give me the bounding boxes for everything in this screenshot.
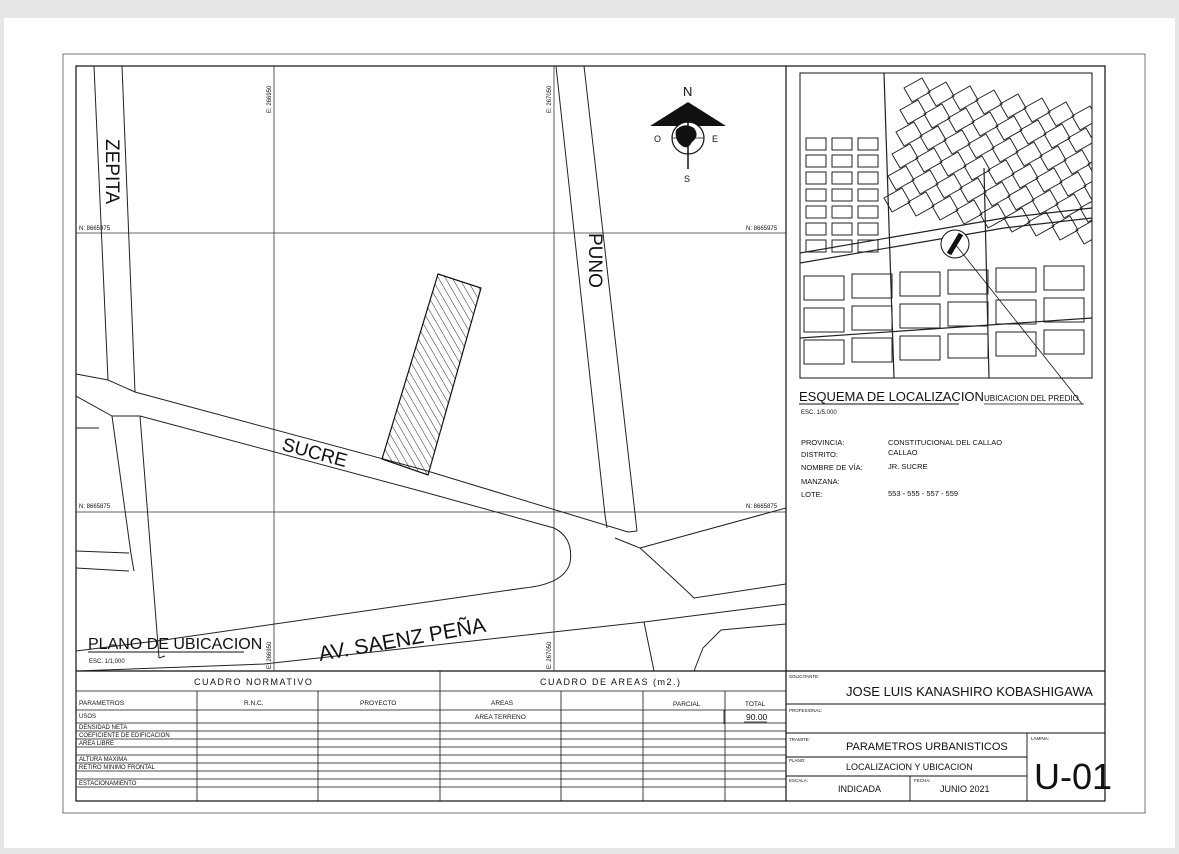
cuadro-normativo-title: CUADRO NORMATIVO bbox=[194, 677, 314, 687]
plano-label: PLANO: bbox=[789, 758, 806, 763]
col-header-parcial: PARCIAL bbox=[673, 701, 701, 708]
grid-label-e-bottom-1: E: 266950 bbox=[267, 641, 273, 669]
grid-label-n-top-right: N: 8665975 bbox=[746, 226, 778, 232]
col-header-parametros: PARAMETROS bbox=[79, 700, 125, 707]
cuadro-areas-title: CUADRO DE AREAS (m2.) bbox=[540, 677, 682, 687]
grid-label-e-top-1: E: 266950 bbox=[267, 85, 273, 113]
tramite-value: PARAMETROS URBANISTICOS bbox=[846, 741, 1008, 753]
col-header-proyecto: PROYECTO bbox=[360, 700, 397, 707]
site-map bbox=[76, 66, 786, 671]
grid-label-n-bottom-left: N: 8665875 bbox=[79, 504, 111, 510]
locator-map bbox=[800, 73, 1122, 378]
row-area-libre: AREA LIBRE bbox=[79, 741, 115, 747]
parametros-rows bbox=[79, 714, 170, 787]
locator-scale: ESC. 1/5,000 bbox=[801, 410, 837, 416]
locator-title: ESQUEMA DE LOCALIZACION bbox=[799, 389, 984, 404]
lamina-number: U-01 bbox=[1034, 756, 1113, 797]
map-title: PLANO DE UBICACION bbox=[88, 636, 263, 653]
field-value-provincia: CONSTITUCIONAL DEL CALLAO bbox=[888, 438, 1003, 447]
field-label-via: NOMBRE DE VÍA: bbox=[801, 463, 863, 472]
field-value-lote: 553 - 555 - 557 - 559 bbox=[888, 489, 959, 498]
row-coeficiente: COEFICIENTE DE EDIFICACION bbox=[79, 733, 170, 739]
fecha-value: JUNIO 2021 bbox=[940, 784, 990, 794]
drawing-sheet bbox=[4, 18, 1175, 848]
property-info bbox=[801, 438, 1002, 499]
row-area-terreno: AREA TERRENO bbox=[475, 714, 526, 721]
compass-icon bbox=[650, 84, 726, 184]
field-label-distrito: DISTRITO: bbox=[801, 450, 838, 459]
site-location-label: UBICACION DEL PREDIO bbox=[984, 394, 1079, 403]
total-area-value: 90.00 bbox=[746, 712, 768, 722]
outer-frame bbox=[63, 54, 1145, 813]
map-scale: ESC. 1/1,000 bbox=[89, 659, 125, 665]
solicitante-label: SOLICITANTE: bbox=[789, 674, 820, 679]
escala-value: INDICADA bbox=[838, 784, 882, 794]
compass-west: O bbox=[654, 134, 662, 144]
grid-label-e-top-2: E: 267050 bbox=[547, 85, 553, 113]
col-header-areas: AREAS bbox=[491, 700, 514, 707]
plan-drawing bbox=[4, 18, 1175, 848]
street-saenz-pena: AV. SAENZ PEÑA bbox=[316, 613, 488, 666]
profesional-label: PROFESIONAL: bbox=[789, 708, 823, 713]
grid-label-e-bottom-2: E: 267050 bbox=[547, 641, 553, 669]
fecha-label: FECHA: bbox=[914, 778, 931, 783]
field-label-provincia: PROVINCIA: bbox=[801, 438, 845, 447]
grid-label-n-top-left: N: 8665975 bbox=[79, 226, 111, 232]
tramite-label: TRAMITE: bbox=[789, 737, 810, 742]
col-header-rnc: R.N.C. bbox=[244, 700, 264, 707]
lot-parcel bbox=[382, 274, 481, 475]
row-retiro: RETIRO MINIMO FRONTAL bbox=[79, 765, 155, 771]
escala-label: ESCALA: bbox=[789, 778, 809, 783]
compass-east: E bbox=[712, 134, 719, 144]
row-estacionamiento: ESTACIONAMIENTO bbox=[79, 781, 137, 787]
street-zepita: ZEPITA bbox=[101, 139, 122, 205]
field-label-manzana: MANZANA: bbox=[801, 477, 840, 486]
row-densidad: DENSIDAD NETA bbox=[79, 725, 128, 731]
col-header-total: TOTAL bbox=[745, 701, 766, 708]
compass-south: S bbox=[684, 174, 691, 184]
field-value-distrito: CALLAO bbox=[888, 448, 918, 457]
street-sucre: SUCRE bbox=[279, 434, 350, 473]
row-usos: USOS bbox=[79, 714, 97, 720]
field-value-via: JR. SUCRE bbox=[888, 462, 928, 471]
solicitante-name: JOSE LUIS KANASHIRO KOBASHIGAWA bbox=[846, 684, 1093, 699]
compass-north: N bbox=[683, 84, 693, 99]
lamina-label: LAMINA: bbox=[1031, 736, 1050, 741]
tables-grid bbox=[76, 671, 786, 801]
field-label-lote: LOTE: bbox=[801, 490, 823, 499]
street-puno: PUNO bbox=[584, 233, 605, 288]
grid-label-n-bottom-right: N: 8665875 bbox=[746, 504, 778, 510]
plano-value: LOCALIZACION Y UBICACION bbox=[846, 762, 973, 772]
row-altura: ALTURA MAXIMA bbox=[79, 757, 128, 763]
